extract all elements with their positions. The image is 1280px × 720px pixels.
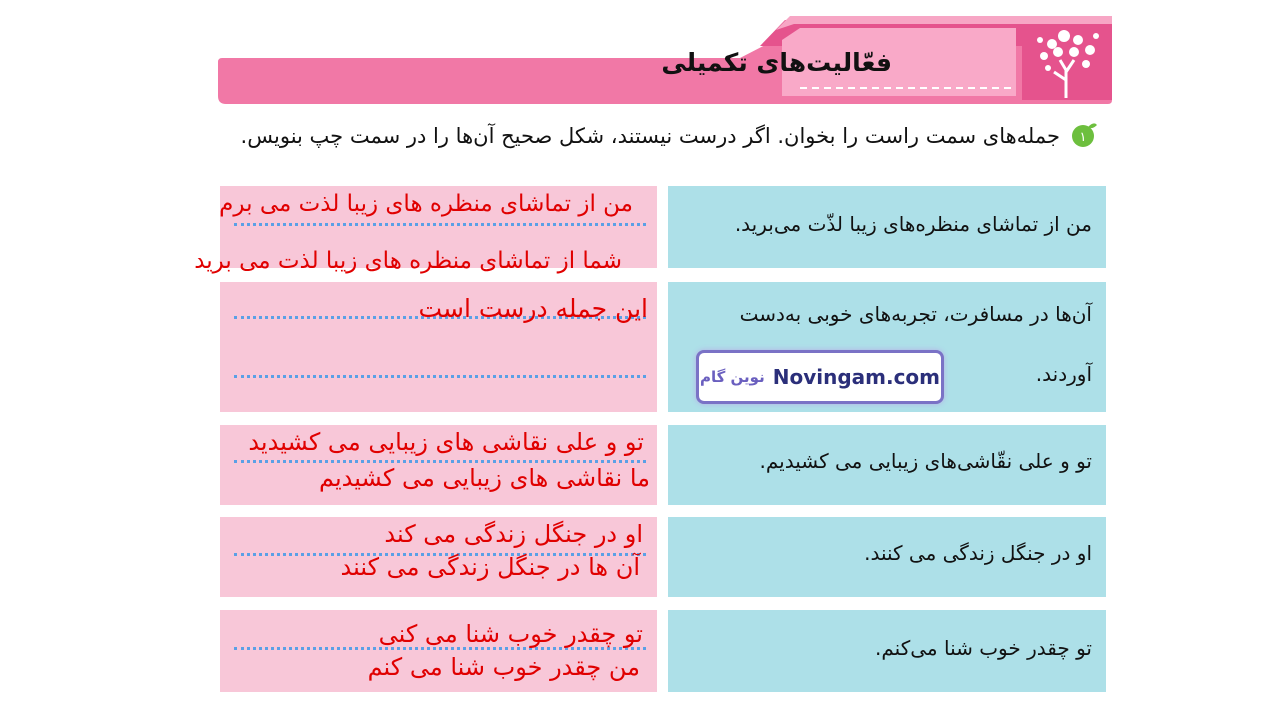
printed-sentence: تو و علی نقّاشی‌های زیبایی می کشیدیم.: [759, 449, 1092, 473]
handwritten-answer: شما از تماشای منظره های زیبا لذت می برید: [194, 248, 622, 274]
section-banner: [0, 0, 1280, 110]
watermark-latin: Novingam.com: [772, 365, 941, 389]
printed-sentence: آن‌ها در مسافرت، تجربه‌های خوبی به‌دست: [739, 302, 1092, 326]
dotted-line: [234, 460, 646, 463]
printed-sentence-box-1: [668, 186, 1106, 268]
handwritten-answer: این جمله درست است: [418, 294, 648, 323]
handwritten-answer: من چقدر خوب شنا می کنم: [367, 653, 640, 681]
handwritten-answer: او در جنگل زندگی می کند: [384, 520, 643, 548]
handwritten-answer: تو و علی نقاشی های زیبایی می کشیدید: [248, 428, 644, 456]
handwritten-answer: من از تماشای منظره های زیبا لذت می برم: [219, 191, 633, 217]
printed-sentence-box-5: [668, 610, 1106, 692]
printed-sentence: تو چقدر خوب شنا می‌کنم.: [875, 636, 1092, 660]
printed-sentence-box-4: [668, 517, 1106, 597]
printed-sentence: آوردند.: [1035, 362, 1092, 386]
exercise-instruction: جمله‌های سمت راست را بخوان. اگر درست نیستند، شکل صحیح آن‌ها را در سمت چپ بنویس.: [240, 124, 1060, 148]
handwritten-answer: تو چقدر خوب شنا می کنی: [378, 620, 643, 648]
handwritten-answer: ما نقاشی های زیبایی می کشیدیم: [318, 464, 650, 492]
printed-sentence: من از تماشای منظره‌های زیبا لذّت می‌برید.: [734, 212, 1092, 236]
printed-sentence: او در جنگل زندگی می کنند.: [864, 541, 1092, 565]
exercise-number-badge: [1070, 121, 1098, 149]
tree-icon: [1022, 24, 1112, 100]
dotted-line: [234, 223, 646, 226]
svg-text:۱: ۱: [1079, 130, 1087, 145]
section-title: فعّالیت‌های تکمیلی: [661, 48, 892, 77]
banner-shape: [0, 0, 1280, 110]
printed-sentence-box-3: [668, 425, 1106, 505]
handwritten-answer: آن ها در جنگل زندگی می کنند: [340, 553, 640, 581]
watermark-badge: [696, 350, 944, 404]
dotted-line: [234, 375, 646, 378]
watermark-persian: نوین گام: [699, 368, 765, 386]
